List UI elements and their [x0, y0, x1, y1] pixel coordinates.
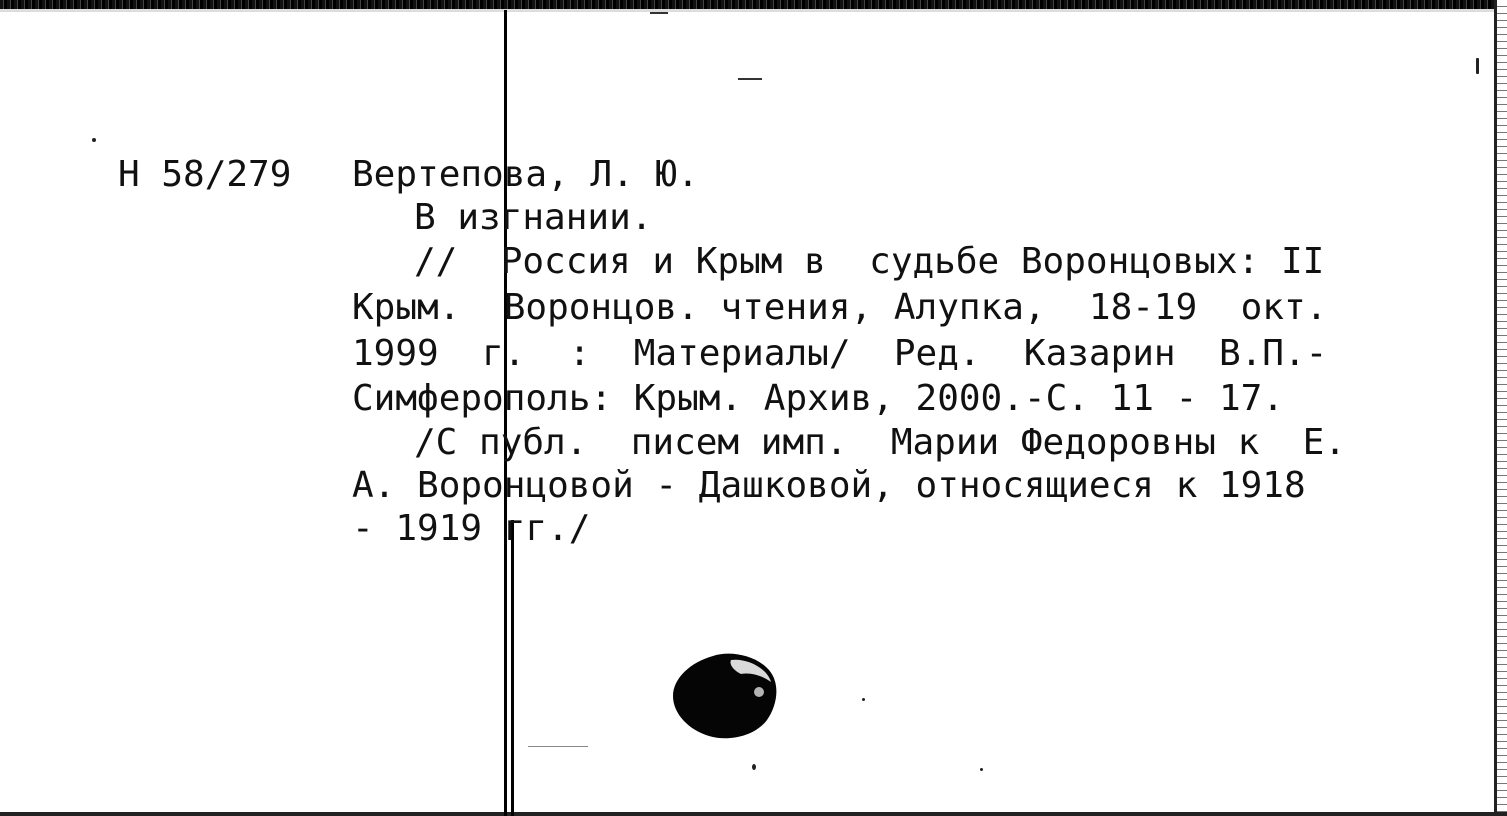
- card-top-edge: [0, 0, 1507, 9]
- note-line-2: А. Воронцовой - Дашковой, относящиеся к 1918: [352, 465, 1306, 506]
- scan-mark: [528, 746, 588, 747]
- ink-blot-stamp: [671, 652, 781, 740]
- scan-speck: [92, 138, 96, 142]
- card-bottom-edge: [0, 812, 1507, 816]
- work-title: В изгнании.: [414, 197, 653, 238]
- source-line-2: Крым. Воронцов. чтения, Алупка, 18-19 окт.: [352, 287, 1328, 328]
- author-heading: Вертепова, Л. Ю.: [352, 154, 699, 195]
- call-number: Н 58/279: [118, 154, 292, 195]
- scan-speck: [980, 768, 983, 771]
- note-line-1: /С публ. писем имп. Марии Федоровны к Е.: [414, 422, 1346, 463]
- scan-mark: [650, 12, 668, 14]
- vertical-rule-line-lower: [511, 520, 514, 816]
- scan-speck: [862, 698, 865, 701]
- scan-speck: [752, 764, 756, 770]
- note-line-3: - 1919 гг./: [352, 508, 591, 549]
- card-right-edge: [1494, 0, 1507, 816]
- source-line-3: 1999 г. : Материалы/ Ред. Казарин В.П.-: [352, 333, 1328, 374]
- card-top-edge-shadow: [0, 9, 1507, 12]
- scan-speck: [1476, 58, 1479, 74]
- scan-mark: [738, 78, 762, 80]
- source-line-1: // Россия и Крым в судьбе Воронцовых: II: [414, 241, 1325, 282]
- source-line-4: Симферополь: Крым. Архив, 2000.-С. 11 - 17.: [352, 378, 1284, 419]
